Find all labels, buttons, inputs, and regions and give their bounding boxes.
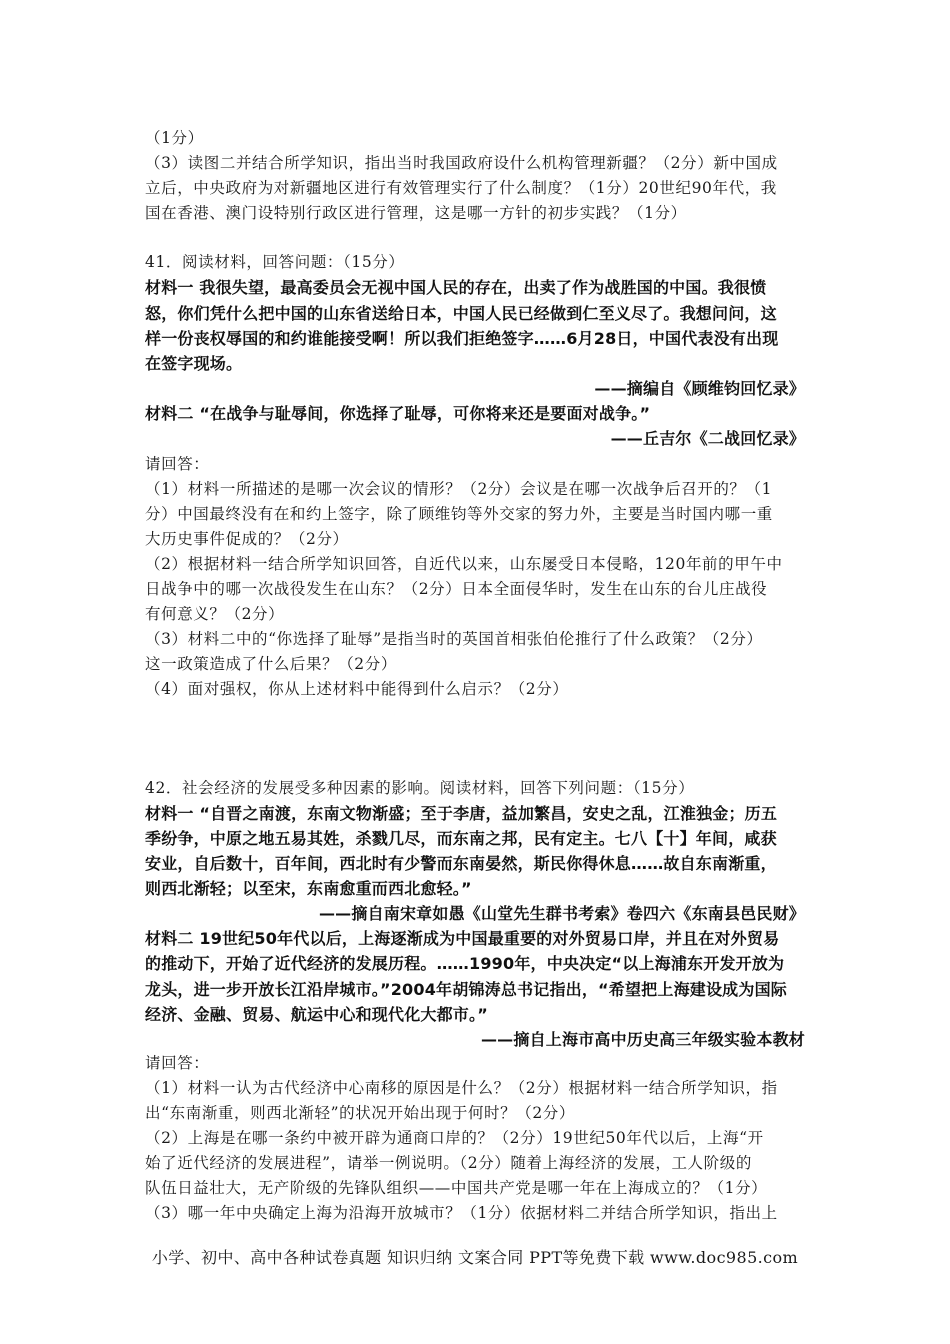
q41-question-2-line-1: （2）根据材料一结合所学知识回答，自近代以来，山东屡受日本侵略，120年前的甲午中 — [145, 555, 783, 573]
q40-score-line: （1分） — [145, 129, 204, 147]
q41-material-1-line-1: 材料一 我很失望，最高委员会无视中国人民的存在，出卖了作为战胜国的中国。我很愤 — [145, 278, 767, 297]
q42-material-1-line-3: 安业，自后数十，百年间，西北时有少警而东南晏然，斯民你得休息……故自东南渐重， — [145, 854, 777, 873]
q41-question-1-line-2: 分）中国最终没有在和约上签字，除了顾维钧等外交家的努力外，主要是当时国内哪一重 — [145, 505, 773, 523]
q42-material-1-line-4: 则西北渐轻；以至宋，东南愈重而西北愈轻。” — [145, 879, 472, 898]
q41-question-4-line-1: （4）面对强权，你从上述材料中能得到什么启示？（2分） — [145, 680, 569, 698]
page-footer: 小学、初中、高中各种试卷真题 知识归纳 文案合同 PPT等免费下载 www.doc985.com — [151, 1248, 799, 1267]
q41-material-1-source: ——摘编自《顾维钧回忆录》 — [594, 379, 805, 398]
q42-question-2-line-2: 始了近代经济的发展进程”，请举一例说明。（2分）随着上海经济的发展，工人阶级的 — [145, 1154, 752, 1172]
q41-question-1-line-3: 大历史事件促成的？（2分） — [145, 530, 349, 548]
q41-title: 41．阅读材料，回答问题：（15分） — [145, 253, 405, 271]
q41-material-1-line-2: 怒，你们凭什么把中国的山东省送给日本，中国人民已经做到仁至义尽了。我想问问，这 — [145, 304, 777, 323]
q41-material-2-source: ——丘吉尔《二战回忆录》 — [610, 429, 805, 448]
q41-material-1-line-3: 样一份丧权辱国的和约谁能接受啊！所以我们拒绝签字……6月28日，中国代表没有出现 — [145, 329, 779, 348]
q42-material-2-line-4: 经济、金融、贸易、航运中心和现代化大都市。” — [145, 1005, 488, 1024]
q40-question-3-line-3: 国在香港、澳门设特别行政区进行管理，这是哪一方针的初步实践？（1分） — [145, 204, 687, 222]
q40-question-3-line-2: 立后，中央政府为对新疆地区进行有效管理实行了什么制度？（1分）20世纪90年代，我 — [145, 179, 777, 197]
q42-material-1-source: ——摘自南宋章如愚《山堂先生群书考索》卷四六《东南县邑民财》 — [318, 904, 805, 923]
q41-material-1-line-4: 在签字现场。 — [145, 354, 243, 373]
q40-question-3-line-1: （3）读图二并结合所学知识，指出当时我国政府设什么机构管理新疆？（2分）新中国成 — [145, 154, 778, 172]
q42-material-2-line-2: 的推动下，开始了近代经济的发展历程。……1990年，中央决定“以上海浦东开发开放为 — [145, 954, 785, 973]
q42-material-2-line-3: 龙头，进一步开放长江沿岸城市。”2004年胡锦涛总书记指出，“希望把上海建设成为国际 — [145, 980, 787, 999]
q41-question-2-line-3: 有何意义？（2分） — [145, 605, 285, 623]
q42-question-1-line-1: （1）材料一认为古代经济中心南移的原因是什么？（2分）根据材料一结合所学知识，指 — [145, 1079, 778, 1097]
q42-material-1-line-2: 季纷争，中原之地五易其姓，杀戮几尽，而东南之邦，民有定主。七八【十】年间，咸获 — [145, 829, 777, 848]
q42-material-2-line-1: 材料二 19世纪50年代以后，上海逐渐成为中国最重要的对外贸易口岸，并且在对外贸易 — [145, 929, 780, 948]
q41-question-3-line-2: 这一政策造成了什么后果？（2分） — [145, 655, 397, 673]
q41-material-2-line-1: 材料二 “在战争与耻辱间，你选择了耻辱，可你将来还是要面对战争。” — [145, 404, 651, 423]
q42-title: 42．社会经济的发展受多种因素的影响。阅读材料，回答下列问题：（15分） — [145, 779, 695, 797]
q42-question-2-line-3: 队伍日益壮大，无产阶级的先锋队组织——中国共产党是哪一年在上海成立的？（1分） — [145, 1179, 768, 1197]
q42-question-1-line-2: 出“东南渐重，则西北渐轻”的状况开始出现于何时？（2分） — [145, 1104, 576, 1122]
q41-question-2-line-2: 日战争中的哪一次战役发生在山东？（2分）日本全面侵华时，发生在山东的台儿庄战役 — [145, 580, 768, 598]
q42-question-2-line-1: （2）上海是在哪一条约中被开辟为通商口岸的？（2分）19世纪50年代以后，上海“开 — [145, 1129, 764, 1147]
q42-material-1-line-1: 材料一 “自晋之南渡，东南文物渐盛；至于李唐，益加繁昌，安史之乱，江淮独金；历五 — [145, 804, 778, 823]
q42-ask-label: 请回答： — [145, 1054, 210, 1072]
q41-question-1-line-1: （1）材料一所描述的是哪一次会议的情形？（2分）会议是在哪一次战争后召开的？（1 — [145, 480, 773, 498]
q41-ask-label: 请回答： — [145, 455, 210, 473]
q42-question-3-line-1: （3）哪一年中央确定上海为沿海开放城市？（1分）依据材料二并结合所学知识，指出上 — [145, 1204, 778, 1222]
q41-question-3-line-1: （3）材料二中的“你选择了耻辱”是指当时的英国首相张伯伦推行了什么政策？（2分） — [145, 630, 763, 648]
q42-material-2-source: ——摘自上海市高中历史高三年级实验本教材 — [480, 1030, 805, 1049]
